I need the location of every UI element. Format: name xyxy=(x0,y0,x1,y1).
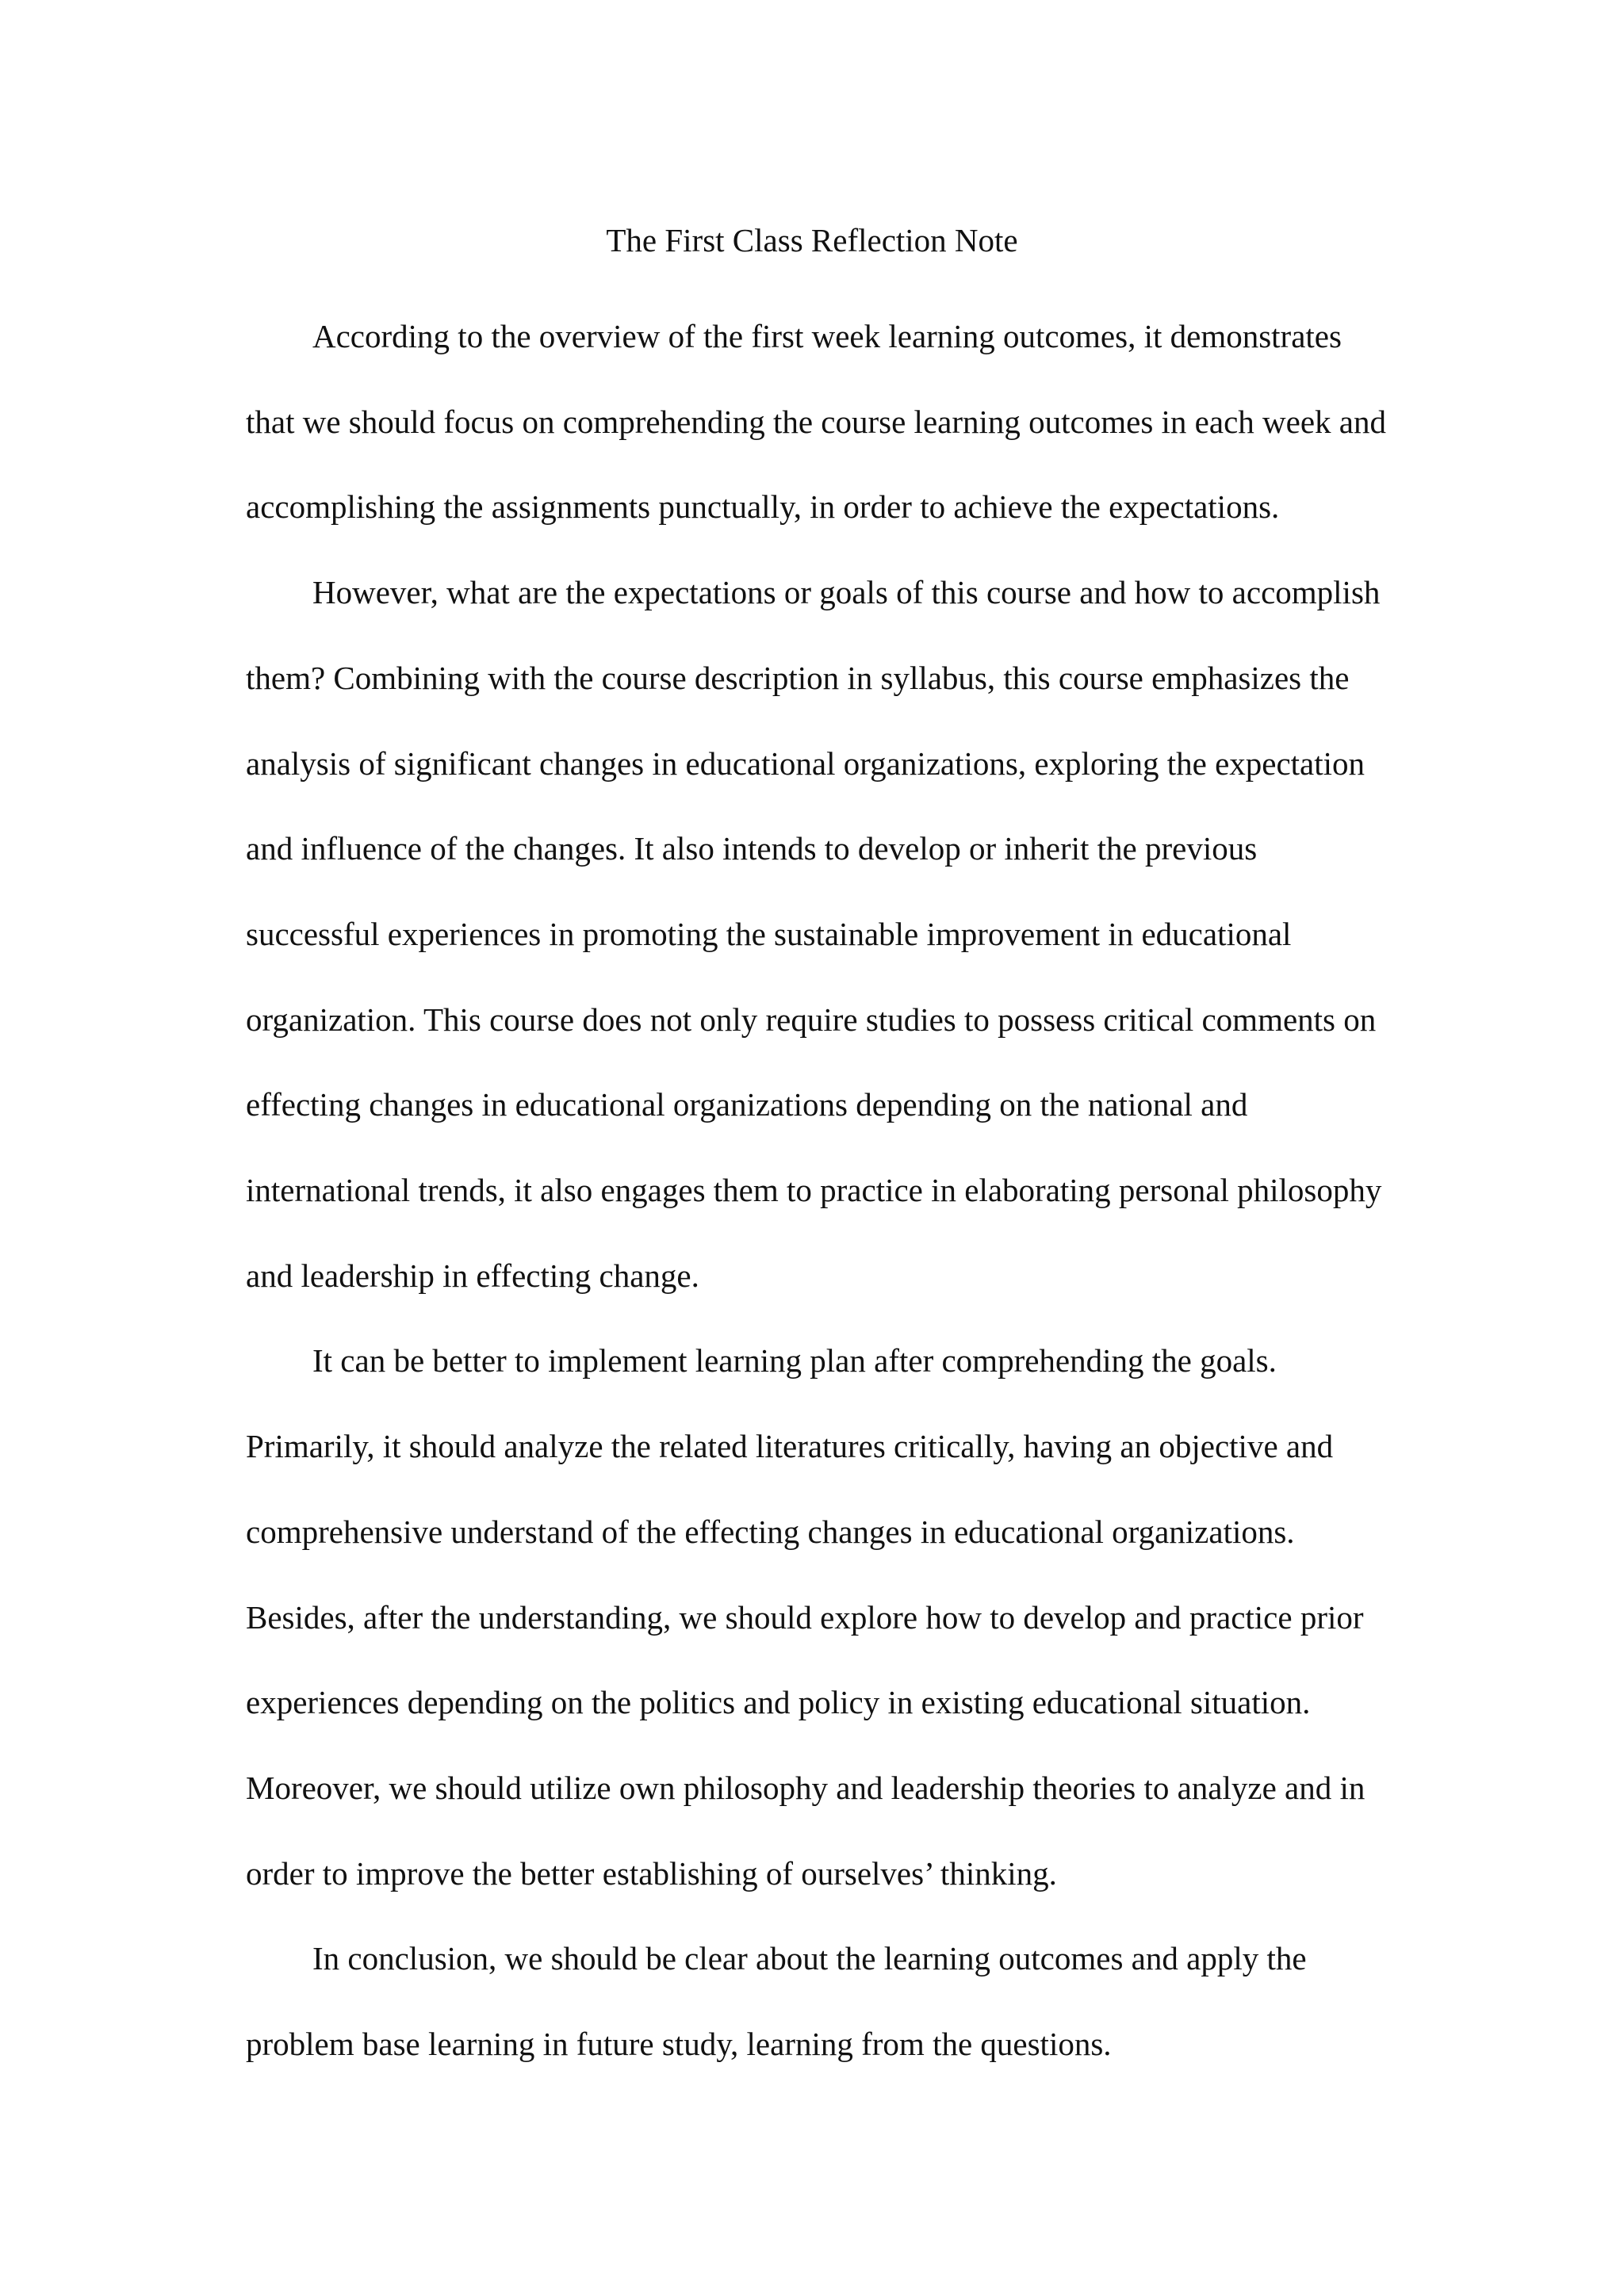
paragraph-3: It can be better to implement learning plan after comprehending the goals. Primarily, it should analyze the related literatures critically, having an objective and comprehensive understand of the effecting changes in educational organizations. Besides, after the understanding, we should explore how to develop and practice prior experiences depending on the politics and policy in existing educational situation. Moreover, we should utilize own philosophy and leadership theories to analyze and in order to improve the better establishing of ourselves’ thinking. xyxy=(246,1342,1365,1892)
document-title: The First Class Reflection Note xyxy=(606,222,1018,258)
paragraph-2: However, what are the expectations or goals of this course and how to accomplish them? Combining with the course description in syllabus, this course emphasizes the analysis of significant changes in educational organizations, exploring the expectation and influence of the changes. It also intends to develop or inherit the previous successful experiences in promoting the sustainable improvement in educational organization. This course does not only require studies to possess critical comments on effecting changes in educational organizations depending on the national and international trends, it also engages them to practice in elaborating personal philosophy and leadership in effecting change. xyxy=(246,574,1382,1294)
paragraph-4: In conclusion, we should be clear about the learning outcomes and apply the problem base learning in future study, learning from the questions. xyxy=(246,1940,1307,2063)
paragraph-1: According to the overview of the first week learning outcomes, it demonstrates that we should focus on comprehending the course learning outcomes in each week and accomplishing the assignments punctually, in order to achieve the expectations. xyxy=(246,318,1386,526)
document-body xyxy=(246,294,1396,2087)
